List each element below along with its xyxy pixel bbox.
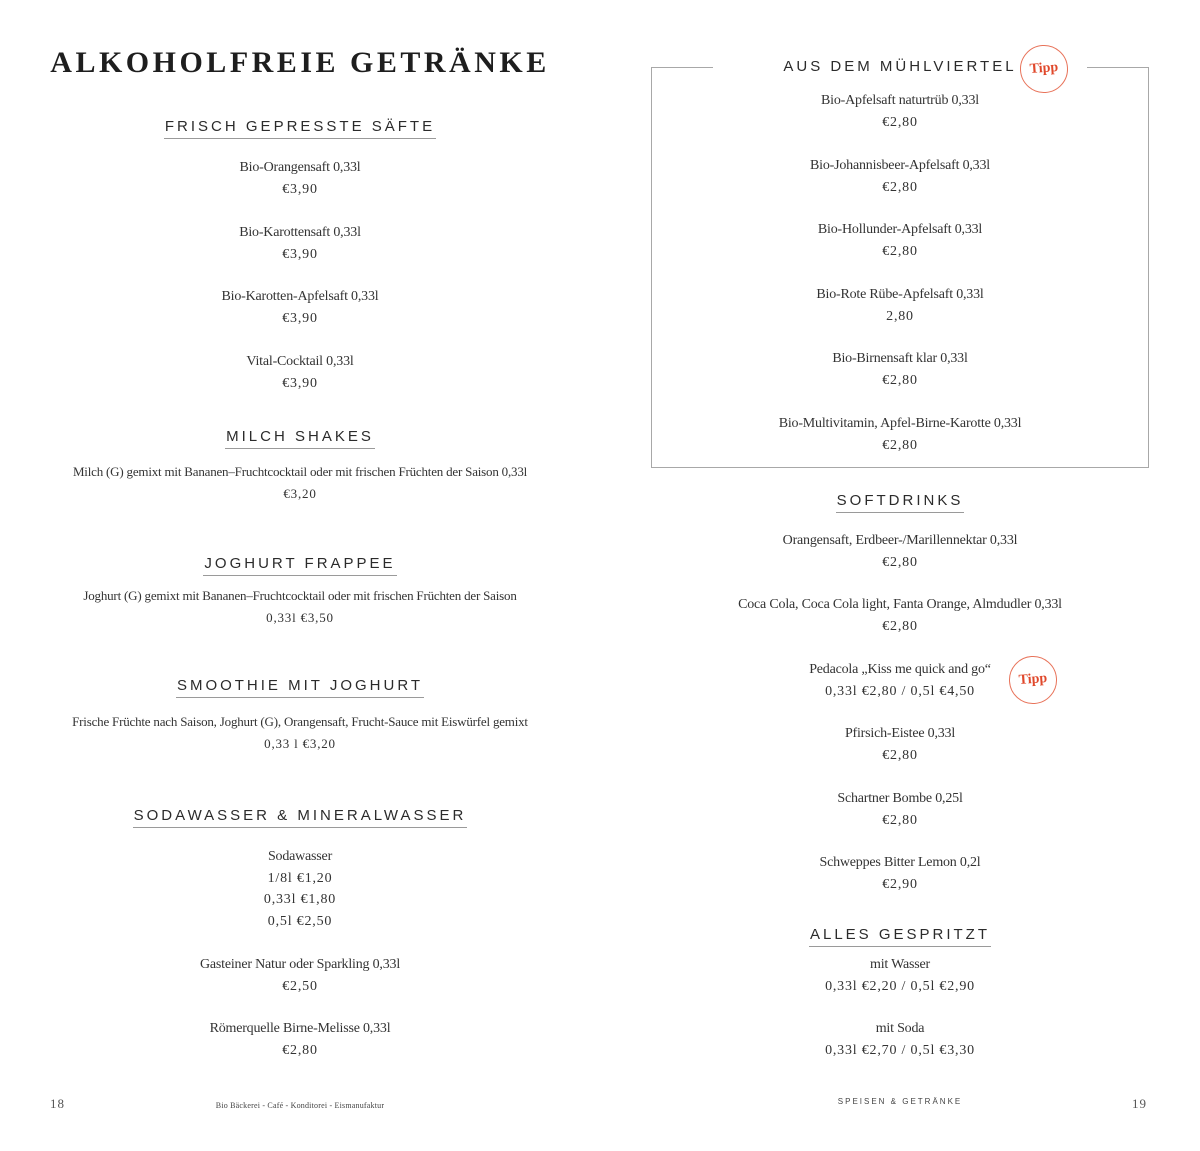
menu-item: Orangensaft, Erdbeer-/Marillennektar 0,33l €2,80 [782, 533, 1018, 570]
menu-item: Pedacola „Kiss me quick and go“ 0,33l €2,80 / 0,5l €4,50 [809, 662, 991, 699]
tipp-badge: Tipp [1018, 43, 1069, 94]
menu-item: Bio-Apfelsaft naturtrüb 0,33l €2,80 [821, 93, 979, 130]
menu-item: Milch (G) gemixt mit Bananen–Fruchtcocktail oder mit frischen Früchten der Saison 0,33l €3,20 [72, 464, 528, 501]
right-page [600, 0, 1200, 1151]
footer-label: SPEISEN & GETRÄNKE [837, 1097, 963, 1106]
footer-tagline: Bio Bäckerei - Café - Konditorei - Eismanufaktur [215, 1101, 385, 1110]
menu-item: Bio-Hollunder-Apfelsaft 0,33l €2,80 [817, 222, 983, 259]
page-title: ALKOHOLFREIE GETRÄNKE [50, 46, 550, 79]
section-heading-softdrinks: SOFTDRINKS [600, 492, 1200, 518]
menu-item: mit Wasser 0,33l €2,20 / 0,5l €2,90 [825, 957, 975, 994]
page-number: 19 [1132, 1096, 1147, 1111]
menu-item: Bio-Johannisbeer-Apfelsaft 0,33l €2,80 [810, 158, 990, 195]
menu-item: Gasteiner Natur oder Sparkling 0,33l €2,50 [199, 957, 401, 994]
menu-item: Bio-Rote Rübe-Apfelsaft 0,33l 2,80 [816, 287, 984, 324]
menu-item: Vital-Cocktail 0,33l €3,90 [246, 354, 354, 391]
section-heading-water: SODAWASSER & MINERALWASSER [0, 807, 600, 833]
menu-item: Bio-Karotten-Apfelsaft 0,33l €3,90 [221, 289, 379, 326]
menu-item: Schartner Bombe 0,25l €2,80 [837, 791, 963, 828]
menu-item: Joghurt (G) gemixt mit Bananen–Fruchtcocktail oder mit frischen Früchten der Saison 0,33l €3,50 [83, 588, 517, 625]
menu-item: Bio-Multivitamin, Apfel-Birne-Karotte 0,33l €2,80 [778, 416, 1022, 453]
menu-item: Bio-Birnensaft klar 0,33l €2,80 [832, 351, 968, 388]
menu-item: Schweppes Bitter Lemon 0,2l €2,90 [819, 855, 981, 892]
section-heading-joghurt-frappee: JOGHURT FRAPPEE [0, 555, 600, 581]
menu-item: mit Soda 0,33l €2,70 / 0,5l €3,30 [825, 1021, 975, 1058]
menu-item: Pfirsich-Eistee 0,33l €2,80 [844, 726, 956, 763]
menu-item: Sodawasser 1/8l €1,20 0,33l €1,80 0,5l €2,50 [263, 849, 337, 929]
section-heading-gespritzt: ALLES GESPRITZT [600, 926, 1200, 952]
section-heading-muehlviertel: AUS DEM MÜHLVIERTEL [783, 58, 1017, 75]
menu-item: Coca Cola, Coca Cola light, Fanta Orange, Almdudler 0,33l €2,80 [738, 597, 1062, 634]
menu-item: Römerquelle Birne-Melisse 0,33l €2,80 [209, 1021, 391, 1058]
page-number: 18 [50, 1096, 65, 1111]
section-heading-milk-shakes: MILCH SHAKES [0, 428, 600, 454]
section-heading-fresh-juices: FRISCH GEPRESSTE SÄFTE [0, 118, 600, 144]
menu-item: Bio-Orangensaft 0,33l €3,90 [239, 160, 361, 197]
tipp-badge: Tipp [1007, 654, 1058, 705]
menu-item: Bio-Karottensaft 0,33l €3,90 [239, 225, 361, 262]
menu-item: Frische Früchte nach Saison, Joghurt (G), Orangensaft, Frucht-Sauce mit Eiswürfel gemixt 0,33 l €3,20 [72, 714, 528, 751]
section-heading-smoothie: SMOOTHIE MIT JOGHURT [0, 677, 600, 703]
